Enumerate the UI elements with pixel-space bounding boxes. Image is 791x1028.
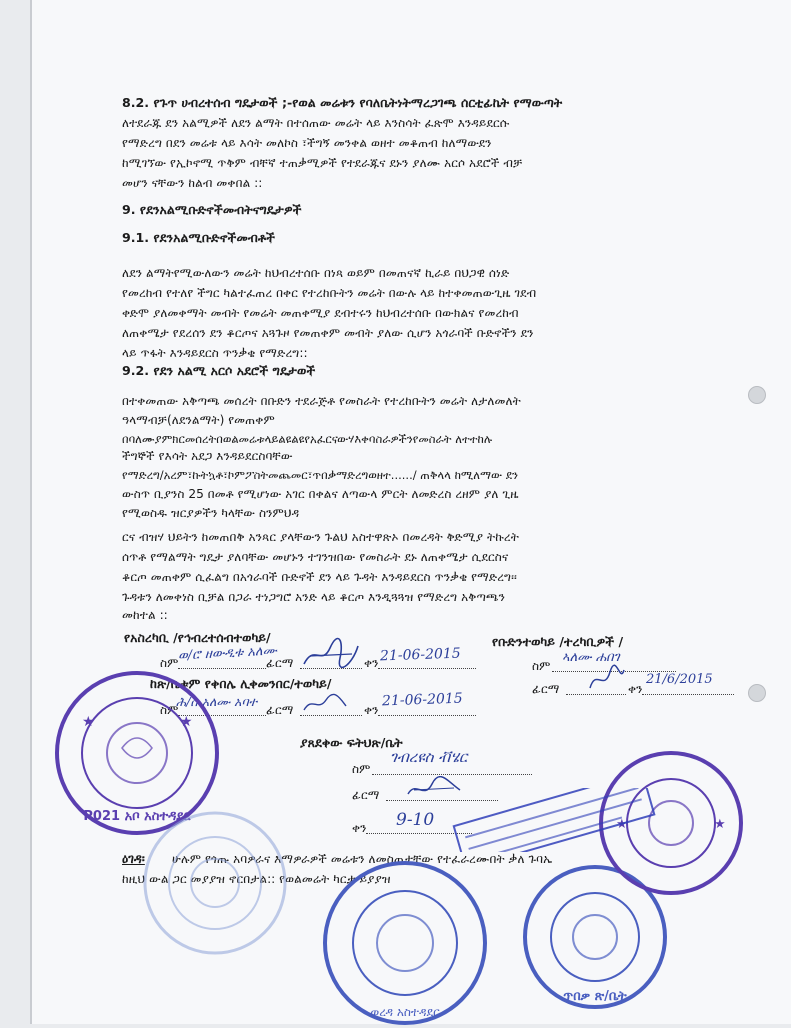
paragraph-line: ለደን ልማትየሚውለውን መሬት ከህብረተሰቡ በነጻ ወይም በመጠናኛ ኪራይ በህጋዊ ሰነድ <box>122 266 510 280</box>
paragraph-line: ለጠቀሜታ የደረሰን ደን ቆርጦና አጓጉዞ የመጠቀም መብት ያለው ሲሆን አጎራባች ቡድኖችን ደን <box>122 326 534 340</box>
section-8-2-line: 8.2. የጉጥ ሀብረተሰብ ግዴታወች ;-የወል መሬቱን የባለቤትነትማረጋገጫ ሰርቲፊኬት የማውጣት <box>122 95 563 110</box>
note-line: ከዚህ ውል ጋር መያያዝ ኖርበታል:: የወልመሬት ካርታ ይያያዝ <box>122 872 391 886</box>
paragraph-line: በባለሙያምክርመሰረትበወልመሬቱላይልዩልዩየአፈርናውሃእቀባስራዎችንየመስራት ለተተከሉ <box>122 432 493 446</box>
bottom-right-stamp-text: ጥበቃ ጽ/ቤት <box>563 989 627 1004</box>
handwritten-name: ሕ/ሰ አለሙ አባተ <box>176 694 258 709</box>
section-9-heading: 9. የደንአልሚቡድኖችመብትናግዴታዎች <box>122 202 302 217</box>
paragraph-line: ቆርጦ መጠቀም ሲፈልግ በአጎራባች ቡድኖች ደን ላይ ጉዳት እንዳይደርስ ጥንቃቄ የማድረግ፡፡ <box>122 570 517 584</box>
paragraph-line: ውስጥ ቢያንስ 25 በመቶ የሚሆነው አገር በቀልና ለጣውላ ምርት ለመድረስ ረዘም ያለ ጊዜ <box>122 487 519 501</box>
section-9-1-heading: 9.1. የደንአልሚቡድኖችመብቶች <box>122 230 275 245</box>
section-8-2-line: መሆን ናቸውን ከልብ መቀበል :: <box>122 176 263 190</box>
paragraph-line: ቀድሞ ያለመቀማት መብት የመሬት መጠቀሚያ ደብተሩን ከህብረተሰቡ በውክልና የመረከብ <box>122 306 519 320</box>
paragraph-line: ሰጥቶ የማልማት ግዴታ ያለባቸው መሆኑን ተገንዝበው የመስራት ደኑ ለጠቀሜታ ሲደርስና <box>122 550 509 564</box>
paragraph-line: ርና ብዝሃ ህይትን ከመጠበቅ አንጻር ያላቸውን ጉልህ አስተዋጽኦ በመረዳት ቅድሚያ ትኩረት <box>122 530 519 544</box>
group-representative-heading: የቡድንተወካይ /ተረካቢዎች / <box>492 634 624 649</box>
punch-hole <box>748 386 766 404</box>
handwritten-signature <box>586 664 626 696</box>
handwritten-name: ገብረዩስ ቭሄር <box>390 748 468 766</box>
paragraph-line: ጉዳቱን ለመቀነስ ቢቻል በጋራ ተነጋግሮ አንድ ላይ ቆርጦ እንዲጓጓዝ የማድረግ አቅጣጫን <box>122 590 506 604</box>
paragraph-line: የሚወስዱ ዝርያዎችን ካላቸው ስንምህዳ <box>122 506 300 520</box>
svg-text:★: ★ <box>180 714 193 730</box>
name-label: ስም <box>352 762 371 776</box>
signature-label: ፊርማ <box>352 788 380 802</box>
svg-text:★: ★ <box>82 714 95 730</box>
handwritten-signature <box>300 690 350 718</box>
svg-text:★: ★ <box>714 817 726 832</box>
paragraph-line: ላይ ጥፋት እንዳይደርስ ጥንቃቄ የማድረግ:: <box>122 346 308 360</box>
handwritten-date: 21/6/2015 <box>646 672 713 687</box>
date-label: ቀን <box>628 682 643 696</box>
signature-label: ፊርማ <box>532 682 560 696</box>
paragraph-line: በተቀመጠው አቅጣጫ መሰረት በቡድን ተደራጅቶ የመስራት የተረከቡትን መሬት ለታለመለት <box>122 394 521 408</box>
date-label: ቀን <box>364 656 379 670</box>
name-label: ስም <box>160 656 179 670</box>
paragraph-line: ዓላማብቻ(ለደንልማት) የመጠቀም <box>122 413 275 427</box>
note-label: ዕገዳ፡ <box>122 851 145 866</box>
approving-office-heading: ያጸደቀው ፍትህጽ/ቤት <box>300 735 403 750</box>
handover-representative-heading: የአስረካቢ /የኅብረተሰብተወካይ/ <box>124 630 271 645</box>
bottom-stamp-text: ወረዳ አስተዳደር <box>370 1005 440 1019</box>
paragraph-line: የመረከብ የተለየ ችግር ካልተፈጠረ በቀር የተረከቡትን መሬት በውሉ ላይ ከተቀመጠውጊዜ ገደብ <box>122 286 537 300</box>
date-line <box>378 715 476 716</box>
paragraph-line: የማድረግ/አረም፣ኩትኳቶ፣ኮምፖስትመጨመር፣ጥበቃማድረግወዘተ....../ ጠቅላላ ከሚለማው ደን <box>122 468 519 482</box>
date-line <box>378 668 476 669</box>
handwritten-date: 21-06-2015 <box>379 645 461 665</box>
handwritten-name: ወ/ሮ ዘውዲቱ አለሙ <box>177 643 278 664</box>
svg-text:★: ★ <box>616 817 628 832</box>
handwritten-name: ኣለሙ ሐበገ <box>562 650 620 665</box>
paragraph-line: መከተል :: <box>122 608 168 622</box>
section-8-2-line: ከሚገኘው የኢኮኖሚ ጥቅም ብቸኛ ተጠቃሚዎች የተደራጁና ደኑን ያለሙ አርሶ አደሮች ብቻ <box>122 156 523 170</box>
kebele-chair-heading: ከጽ/ቤቱም የቀበሌ ሊቀመንበር/ተወካይ/ <box>150 676 332 691</box>
date-label: ቀን <box>364 703 379 717</box>
name-label: ስም <box>160 703 179 717</box>
date-line <box>642 694 734 695</box>
name-line <box>372 774 532 775</box>
section-8-2-line: የማድረግ በደን መሬቱ ላይ እሳት መለኮስ ፣ችግኝ መንቀል ወዘተ መቆጠብ ከለማውደን <box>122 136 492 150</box>
punch-hole <box>748 684 766 702</box>
left-stamp-text: P021 አቦ አስተዳደር <box>83 809 191 824</box>
bottom-official-stamp <box>320 858 490 1028</box>
rectangular-stamp <box>450 788 660 852</box>
date-label: ቀን <box>352 821 367 835</box>
handwritten-date: 9-10 <box>396 810 435 830</box>
note-line: ሁሉም የጎጡ አባዎራና እማዎራዎች መሬቱን ለመስጠታቸው የተፈራረሙበት ቃለ ጉባኤ <box>172 852 553 866</box>
paragraph-line: ችግኞች የእሳት አደጋ እንዳይደርስባቸው <box>122 449 293 463</box>
handwritten-signature <box>300 636 362 672</box>
handwritten-date: 21-06-2015 <box>381 690 463 710</box>
name-label: ስም <box>532 659 551 673</box>
page-edge <box>30 0 32 1024</box>
section-9-2-heading: 9.2. የደን አልሚ አርሶ አደሮች ግዴታወች <box>122 363 316 378</box>
signature-label: ፊርማ <box>266 656 294 670</box>
section-8-2-line: ለተደራጁ ደን አልሚዎች ለደን ልማት በተሰጠው መሬት ላይ እንስሳት ፈጽሞ እንዳይደርሱ <box>122 116 510 130</box>
signature-label: ፊርማ <box>266 703 294 717</box>
faded-stamp <box>140 808 290 958</box>
